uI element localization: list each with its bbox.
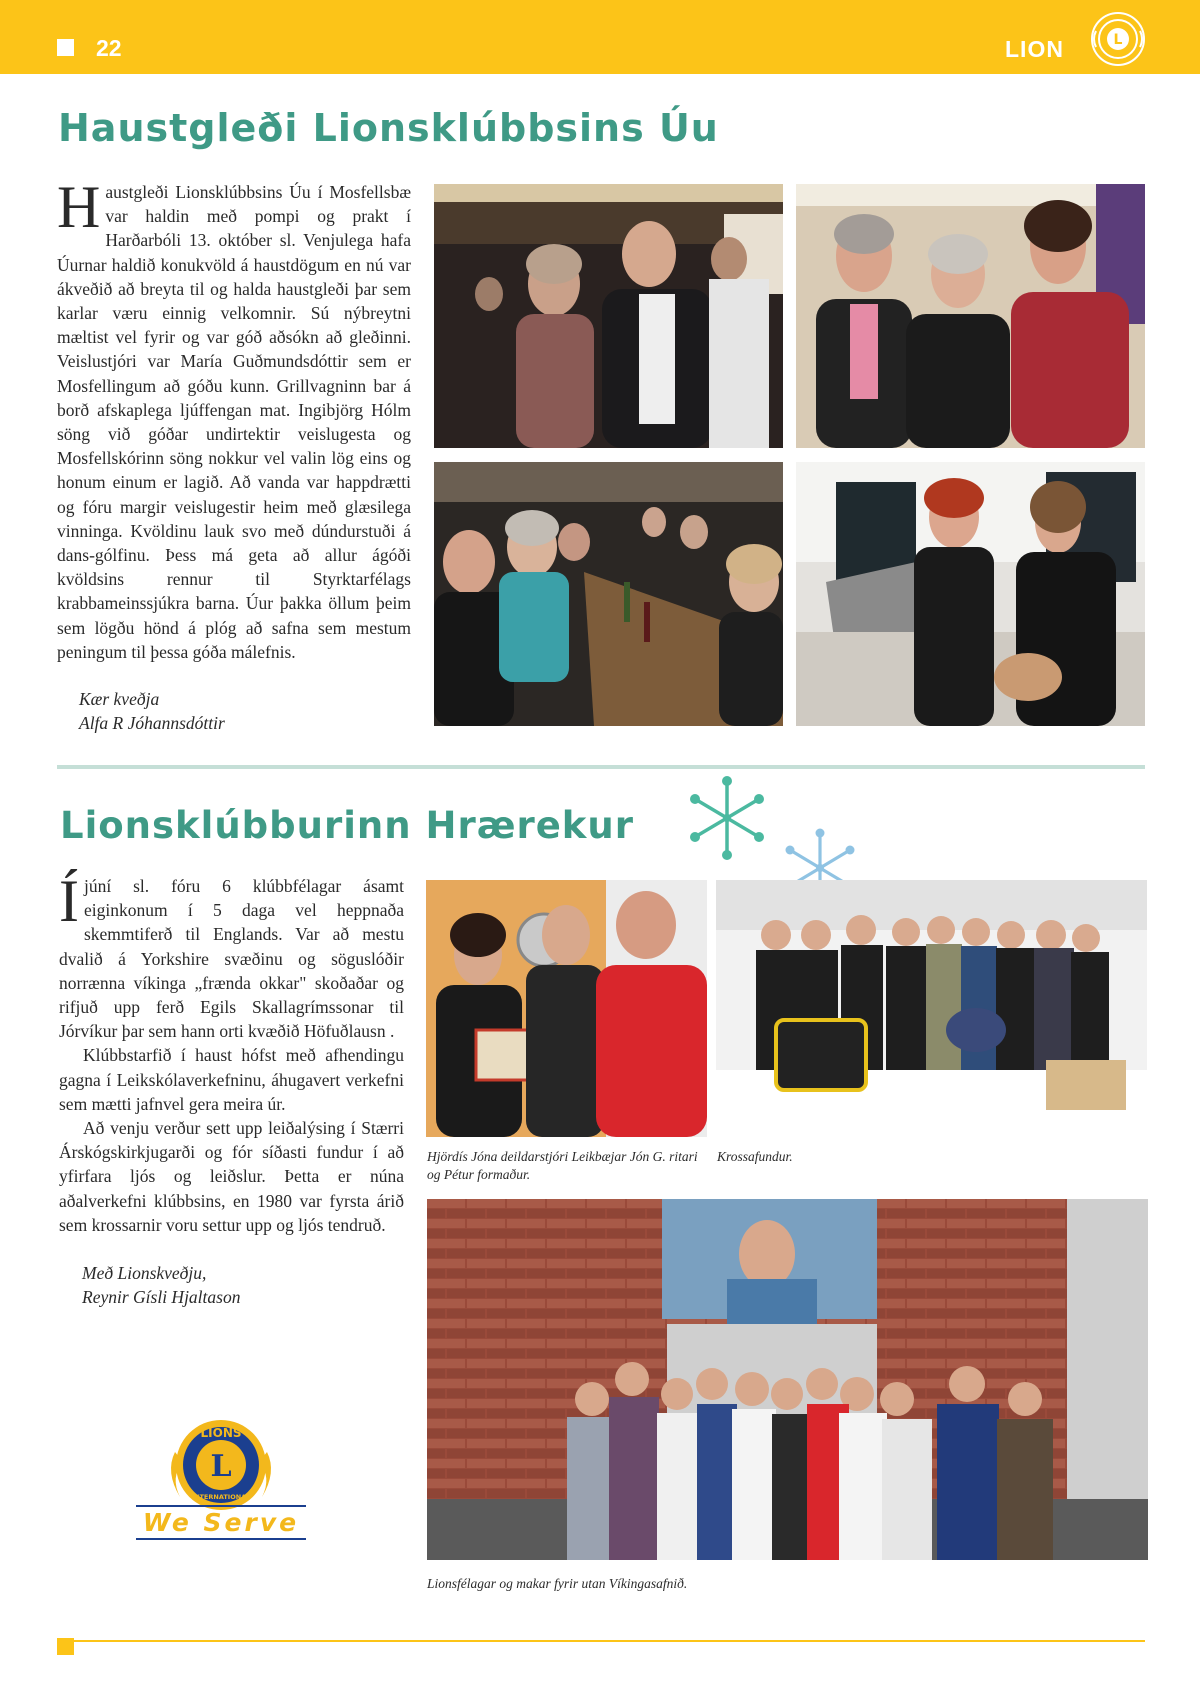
article-title: Haustgleði Lionsklúbbsins Úu bbox=[58, 106, 719, 150]
article-paragraph: Klúbbstarfið í haust hófst með afhendingu gagna í Leikskólaverkefninu, áhugavert verkefni sem mætti jafnvel gera meira úr. bbox=[59, 1045, 404, 1114]
magazine-name: LION bbox=[1005, 36, 1064, 62]
logo-bottom-text: INTERNATIONAL bbox=[191, 1493, 251, 1501]
signoff-author: Reynir Gísli Hjaltason bbox=[82, 1287, 241, 1307]
slogan-rule bbox=[136, 1505, 306, 1507]
logo-letter: L bbox=[210, 1449, 232, 1484]
article-title: Lionsklúbburinn Hrærekur bbox=[60, 804, 634, 847]
photo-caption: Lionsfélagar og makar fyrir utan Víkingasafnið. bbox=[427, 1576, 688, 1591]
page-header bbox=[0, 0, 1200, 74]
signoff-greeting: Kær kveðja bbox=[79, 689, 160, 709]
lions-emblem-icon bbox=[1090, 11, 1146, 67]
snowflake-icon bbox=[684, 775, 770, 861]
we-serve-slogan: We Serve bbox=[142, 1508, 300, 1537]
raffle-photo bbox=[796, 462, 1145, 726]
photo-caption: Hjördís Jóna deildarstjóri Leikbæjar Jón G. ritari og Pétur formaður. bbox=[427, 1149, 698, 1182]
drop-cap: Í bbox=[59, 868, 79, 934]
article-paragraph: Að venju verður sett upp leiðalýsing í Stærri Árskógskirkjugarði og fór síðasti fundur í að yfirfara ljós og leiðslur. Þetta er núna aðalverkefni klúbbsins, en 1980 var fyrsta árið sem krossarnir voru settur upp og ljós tendruð. bbox=[59, 1118, 404, 1235]
article-body bbox=[59, 868, 404, 1237]
section-divider bbox=[57, 765, 1145, 769]
article-signoff bbox=[82, 1261, 240, 1309]
article-text: austgleði Lionsklúbbsins Úu í Mosfellsbæ var haldin með pompi og prakt í Harðarbóli 13. október sl. Venjulega hafa Úurnar haldið konukvöld á haustdögum en nú var ákveðið að breyta til og halda haustgleði þar sem karlar væru einnig velkomnir. Sú nýbreytni mæltist vel fyrir og var góð aðsókn að gleðinni. Veislustjóri var María Guðmundsdóttir sem er Mosfellingum að góðu kunn. Grillvagninn bar á borð afskaplega ljúffengan mat. Ingibjörg Hólm söng við góðar undirtektir veislugesta og Mosfellskórinn söng nokkur vel valin lög eins og honum einum er lagið. Að vanda var happdrætti og fóru margir veislugestir heim með glæsilega vinninga. Kvöldinu lauk svo með dúndurstuði á dans-gólfinu. Þess má geta að allur ágóði kvöldsins rennur til Styrktarfélags krabbameinssjúkra barna. Úur þakka öllum þeim sem lögðu hönd á plóg að safna sem mestum peningum til þessa góða málefnis. bbox=[57, 182, 411, 662]
drop-cap: H bbox=[57, 174, 101, 240]
article-signoff bbox=[79, 687, 225, 735]
header-square-mark bbox=[57, 39, 74, 56]
group-workshop-photo bbox=[716, 880, 1147, 1137]
party-dancing-photo bbox=[434, 184, 783, 448]
page-number: 22 bbox=[96, 35, 122, 61]
footer-rule bbox=[74, 1640, 1145, 1642]
three-people-photo bbox=[426, 880, 707, 1137]
article-body bbox=[57, 174, 411, 664]
signoff-author: Alfa R Jóhannsdóttir bbox=[79, 713, 225, 733]
three-women-photo bbox=[796, 184, 1145, 448]
logo-top-text: LIONS bbox=[200, 1426, 242, 1440]
signoff-greeting: Með Lionskveðju, bbox=[82, 1263, 207, 1283]
svg-text:L: L bbox=[1113, 32, 1123, 48]
slogan-rule bbox=[136, 1538, 306, 1540]
viking-museum-group-photo bbox=[427, 1199, 1148, 1560]
article-paragraph: Íjúní sl. fóru 6 klúbbfélagar ásamt eiginkonum í 5 daga vel heppnaða skemmtiferð til Englands. Var að mestu dvalið á Yorkshire svæðinu og söguslóðir norrænna víkinga „frænda okkar" skoðaðar og rifjuð upp ferð Egils Skallagrímssonar til Jórvíkur þar sem hann orti kvæðið Höfuðlausn . bbox=[59, 868, 404, 1042]
dinner-table-photo bbox=[434, 462, 783, 726]
photo-caption: Krossafundur. bbox=[717, 1149, 793, 1164]
footer-square-mark bbox=[57, 1638, 74, 1655]
